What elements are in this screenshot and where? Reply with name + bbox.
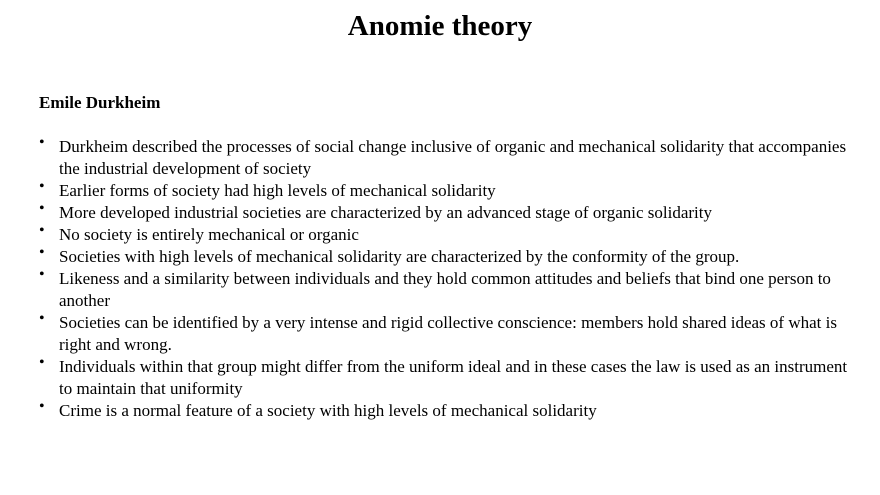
slide-title: Anomie theory (347, 10, 533, 42)
bullet-text: More developed industrial societies are characterized by an advanced stage of organic solidarity (59, 203, 712, 222)
bullet-list (39, 136, 851, 422)
bullet-dot-icon: • (39, 266, 45, 283)
bullet-item (39, 400, 851, 422)
bullet-text: Societies with high levels of mechanical solidarity are characterized by the conformity of the group. (59, 247, 740, 266)
slide-subtitle: Emile Durkheim (39, 93, 161, 112)
bullet-text: No society is entirely mechanical or organic (59, 225, 359, 244)
bullet-text: Durkheim described the processes of social change inclusive of organic and mechanical solidarity that accompanies the industrial development of society (59, 137, 847, 178)
bullet-dot-icon: • (39, 222, 45, 239)
bullet-dot-icon: • (39, 178, 45, 195)
bullet-item (39, 268, 851, 312)
bullet-dot-icon: • (39, 200, 45, 217)
bullet-text: Crime is a normal feature of a society with high levels of mechanical solidarity (59, 401, 597, 420)
bullet-text: Societies can be identified by a very intense and rigid collective conscience: members hold shared ideas of what is right and wrong. (59, 313, 837, 354)
bullet-dot-icon: • (39, 134, 45, 151)
bullet-item (39, 202, 851, 224)
bullet-dot-icon: • (39, 310, 45, 327)
bullet-text: Individuals within that group might differ from the uniform ideal and in these cases the law is used as an instrument to maintain that uniformity (59, 357, 848, 398)
bullet-item (39, 136, 851, 180)
bullet-item (39, 356, 851, 400)
bullet-item (39, 246, 851, 268)
bullet-item (39, 180, 851, 202)
bullet-item (39, 224, 851, 246)
bullet-dot-icon: • (39, 244, 45, 261)
bullet-dot-icon: • (39, 354, 45, 371)
bullet-item (39, 312, 851, 356)
bullet-text: Earlier forms of society had high levels of mechanical solidarity (59, 181, 496, 200)
bullet-dot-icon: • (39, 398, 45, 415)
bullet-text: Likeness and a similarity between individuals and they hold common attitudes and beliefs that bind one person to another (59, 269, 831, 310)
